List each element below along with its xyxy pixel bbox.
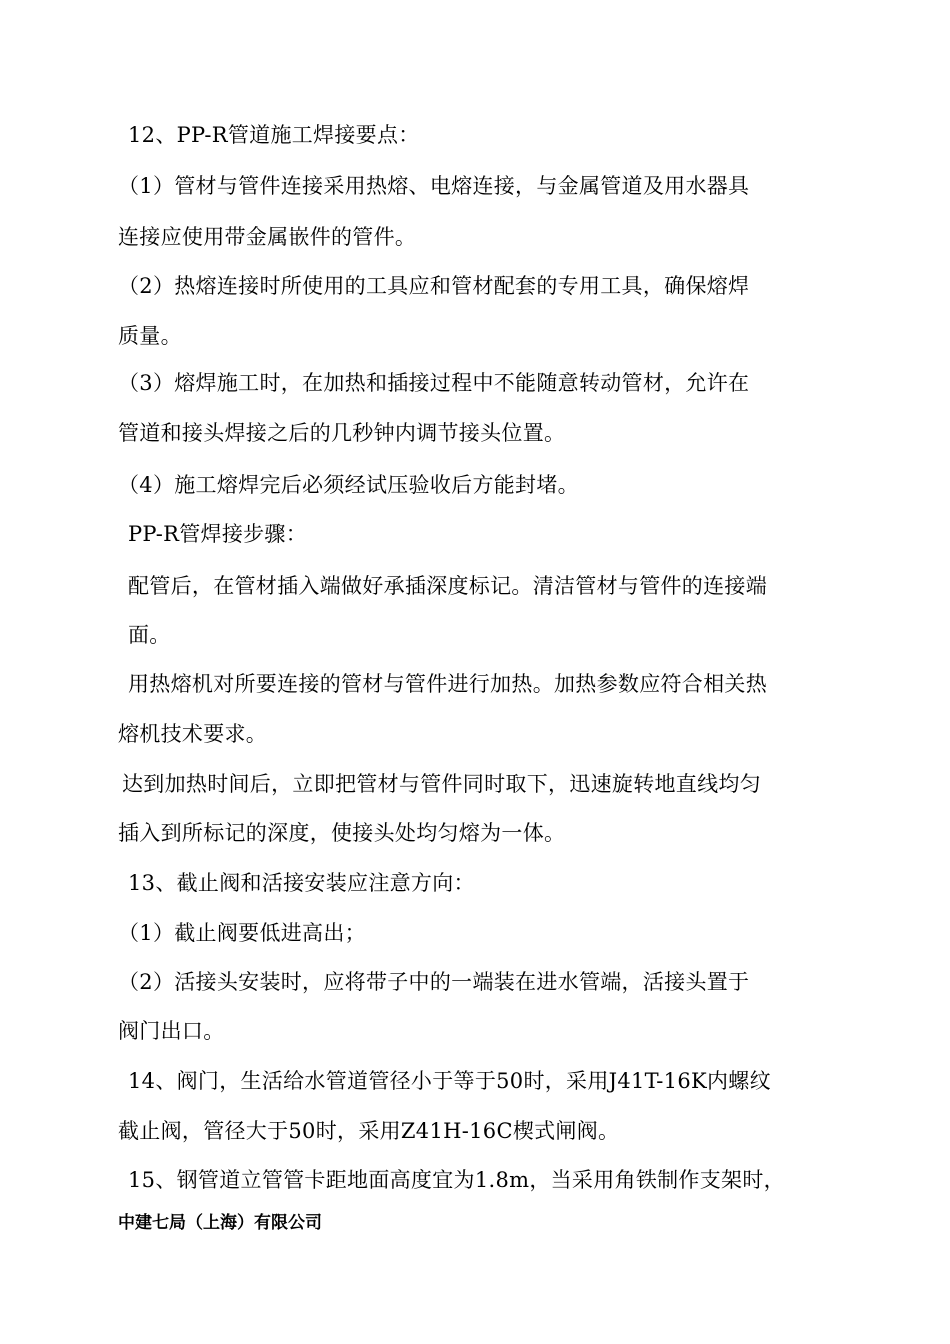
text-line: （1）管材与管件连接采用热熔、电熔连接，与金属管道及用水器具 [118,174,750,198]
text-line: （1）截止阀要低进高出； [118,921,366,945]
text-line: （2）热熔连接时所使用的工具应和管材配套的专用工具，确保熔焊 [118,274,750,298]
text-line: 面。 [128,623,171,647]
text-line: 12、PP-R管道施工焊接要点： [128,123,420,147]
text-line: 管道和接头焊接之后的几秒钟内调节接头位置。 [118,421,566,445]
text-line: 连接应使用带金属嵌件的管件。 [118,225,417,249]
text-line: 熔机技术要求。 [118,722,268,746]
footer-company-name: 中建七局（上海）有限公司 [118,1213,322,1233]
text-line: 截止阀，管径大于50时，采用Z41H-16C楔式闸阀。 [118,1119,620,1143]
text-line: （3）熔焊施工时，在加热和插接过程中不能随意转动管材，允许在 [118,371,750,395]
text-line: PP-R管焊接步骤： [128,522,308,546]
text-line: （2）活接头安装时，应将带子中的一端装在进水管端，活接头置于 [118,970,750,994]
text-line: 14、阀门，生活给水管道管径小于等于50时，采用J41T-16K内螺纹 [128,1069,771,1093]
text-line: 13、截止阀和活接安装应注意方向： [128,871,475,895]
text-line: （4）施工熔焊完后必须经试压验收后方能封堵。 [118,473,579,497]
text-line: 质量。 [118,324,182,348]
text-line: 插入到所标记的深度，使接头处均匀熔为一体。 [118,821,566,845]
text-line: 用热熔机对所要连接的管材与管件进行加热。加热参数应符合相关热 [128,672,767,696]
text-line: 配管后，在管材插入端做好承插深度标记。清洁管材与管件的连接端 [128,574,767,598]
text-line: 阀门出口。 [118,1019,225,1043]
text-line: 达到加热时间后，立即把管材与管件同时取下，迅速旋转地直线均匀 [122,772,761,796]
text-line: 15、钢管道立管管卡距地面高度宜为1.8m，当采用角铁制作支架时， [128,1168,785,1192]
